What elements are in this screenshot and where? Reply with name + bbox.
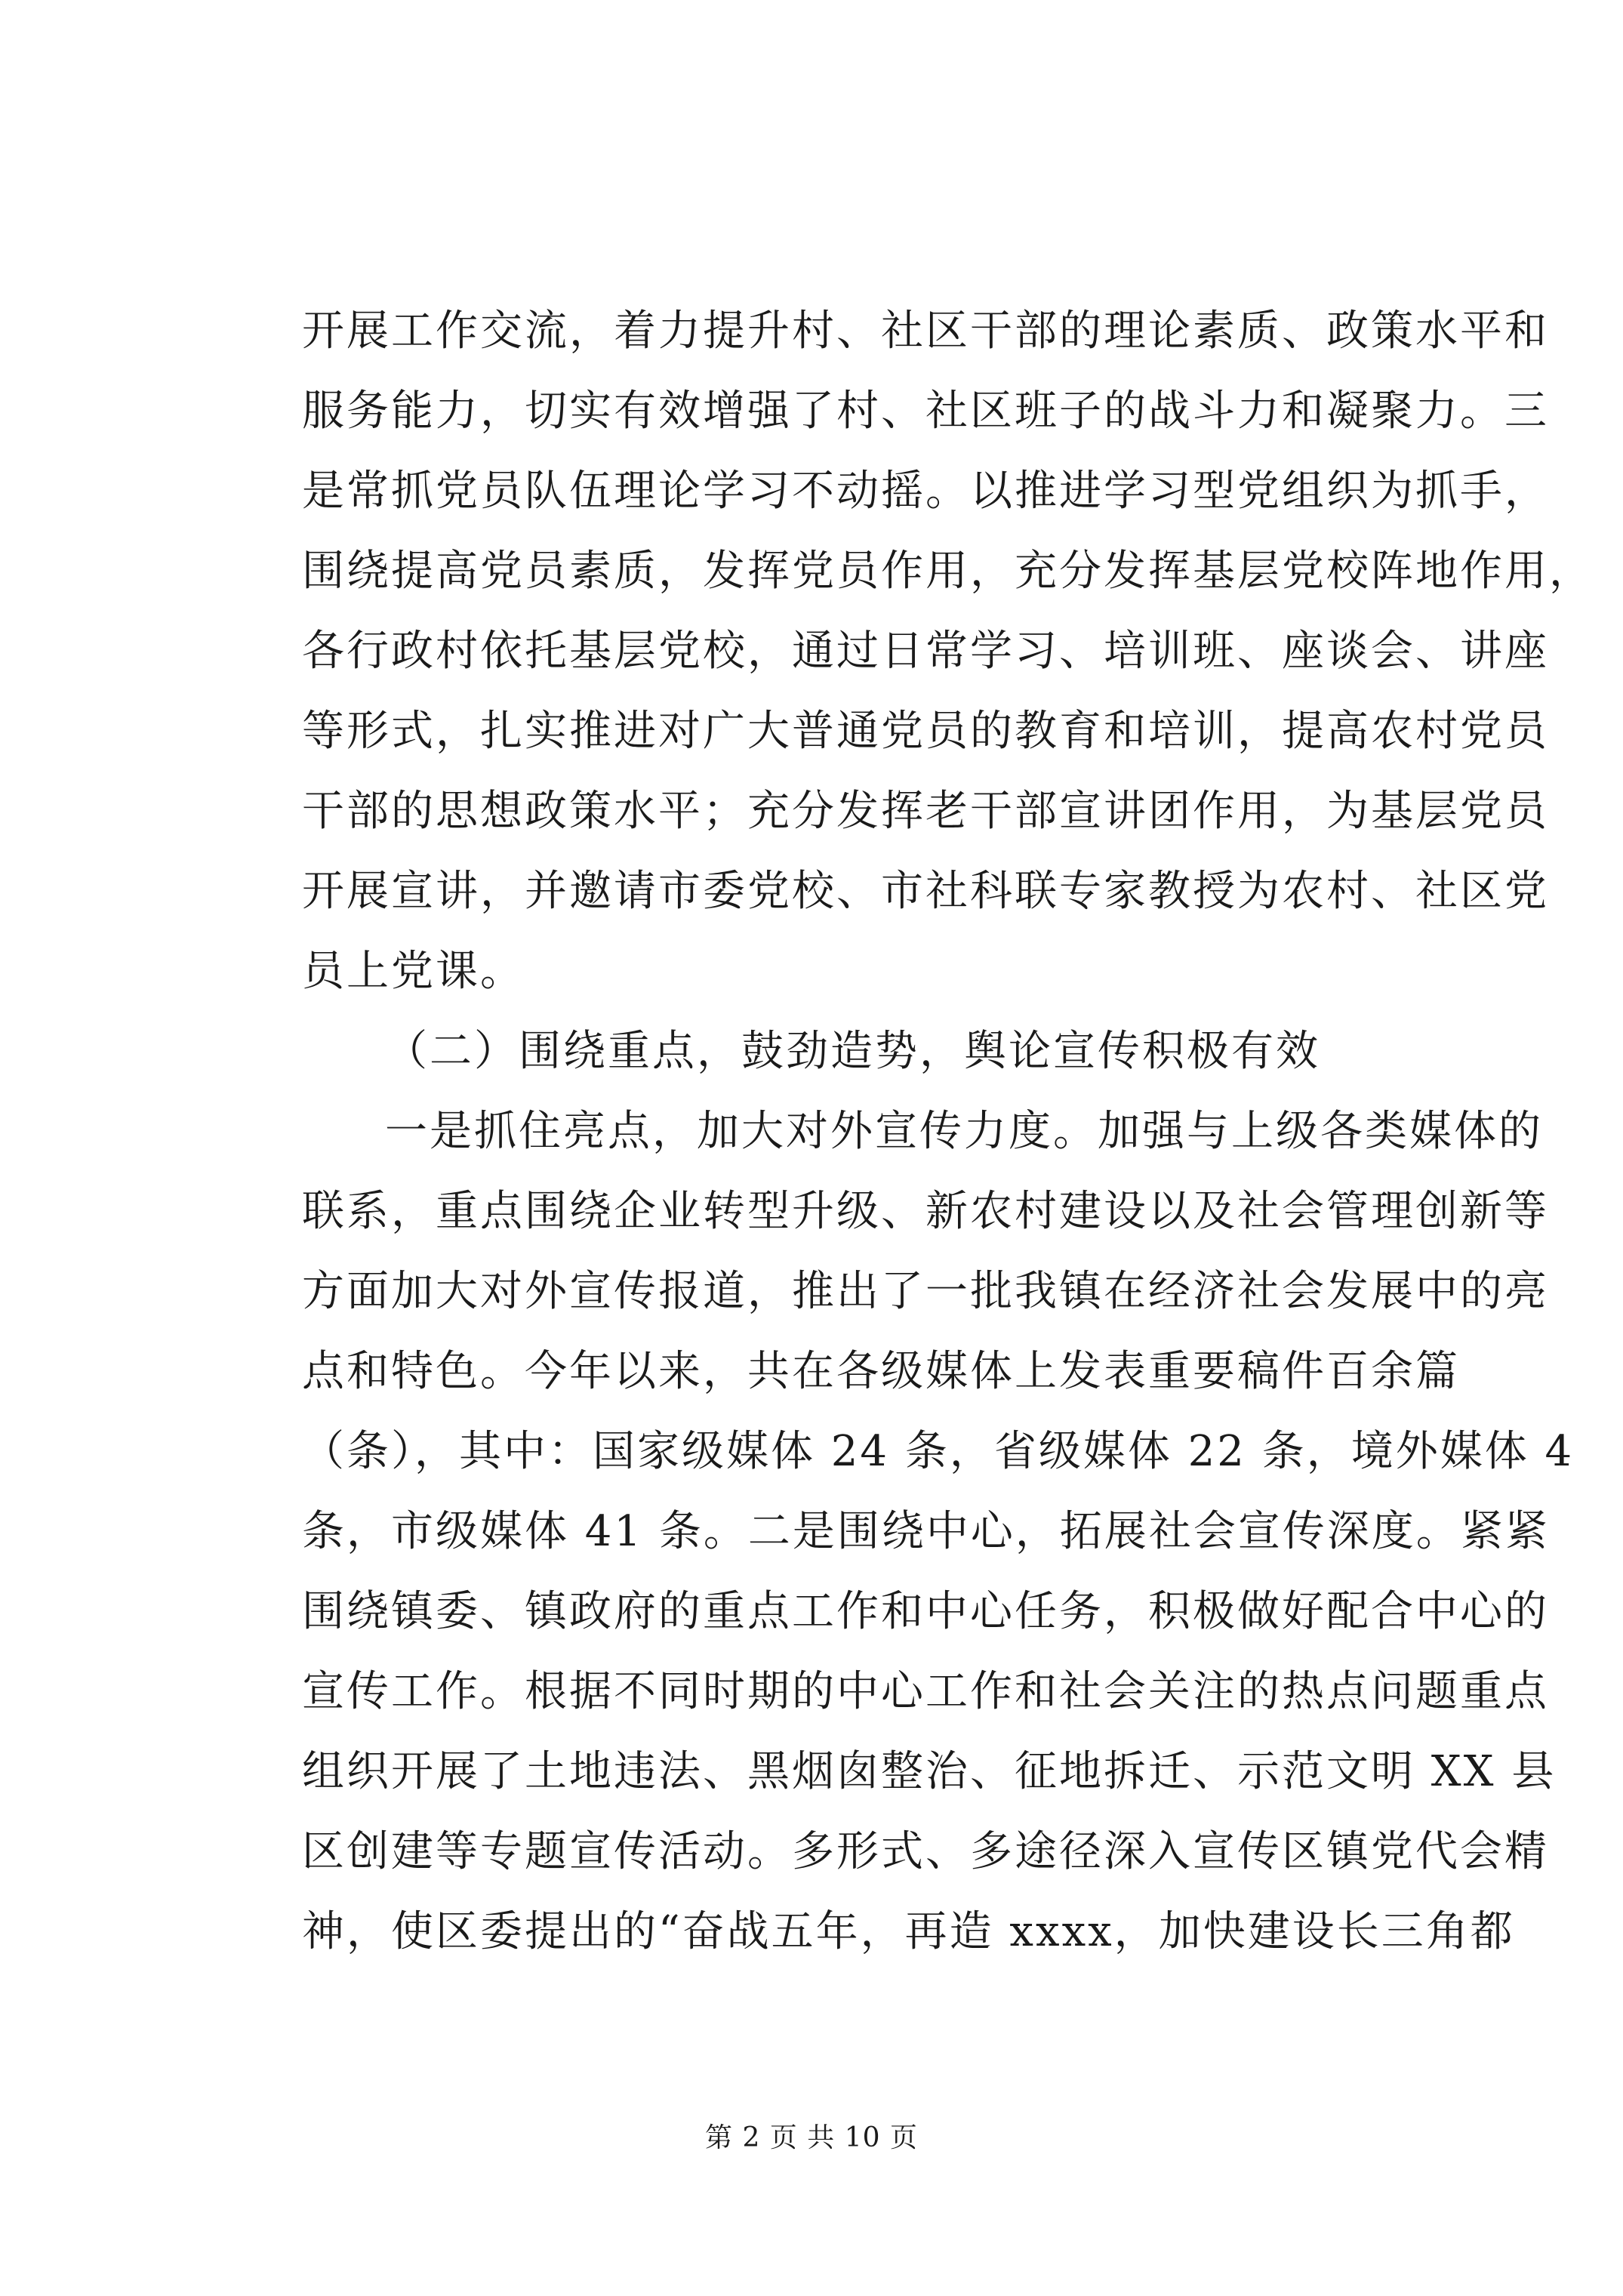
text-line-1: 开展工作交流，着力提升村、社区干部的理论素质、政策水平和 (302, 307, 1549, 356)
text-line-15: （条），其中：国家级媒体 24 条，省级媒体 22 条，境外媒体 4 (302, 1427, 1575, 1476)
text-line-9: 员上党课。 (302, 947, 525, 996)
text-line-11: 一是抓住亮点，加大对外宣传力度。加强与上级各类媒体的 (385, 1107, 1543, 1156)
text-line-8: 开展宣讲，并邀请市委党校、市社科联专家教授为农村、社区党 (302, 867, 1549, 916)
text-line-16: 条，市级媒体 41 条。二是围绕中心，拓展社会宣传深度。紧紧 (302, 1507, 1550, 1556)
text-line-17: 围绕镇委、镇政府的重点工作和中心任务，积极做好配合中心的 (302, 1587, 1549, 1636)
text-line-19: 组织开展了土地违法、黑烟囱整治、征地拆迁、示范文明 XX 县 (302, 1747, 1557, 1796)
section-heading: （二）围绕重点，鼓劲造势，舆论宣传积极有效 (385, 1027, 1320, 1076)
text-line-12: 联系，重点围绕企业转型升级、新农村建设以及社会管理创新等 (302, 1187, 1549, 1236)
text-line-13: 方面加大对外宣传报道，推出了一批我镇在经济社会发展中的亮 (302, 1267, 1549, 1316)
page-number: 第 2 页 共 10 页 (705, 2122, 918, 2153)
text-line-5: 各行政村依托基层党校，通过日常学习、培训班、座谈会、讲座 (302, 627, 1549, 676)
text-line-2: 服务能力，切实有效增强了村、社区班子的战斗力和凝聚力。三 (302, 387, 1549, 436)
page-footer (0, 2122, 1623, 2155)
text-line-21: 神，使区委提出的“奋战五年，再造 xxxx，加快建设长三角都 (302, 1907, 1515, 1956)
text-line-7: 干部的思想政策水平；充分发挥老干部宣讲团作用，为基层党员 (302, 787, 1549, 836)
text-line-18: 宣传工作。根据不同时期的中心工作和社会关注的热点问题重点 (302, 1667, 1549, 1716)
text-line-20: 区创建等专题宣传活动。多形式、多途径深入宣传区镇党代会精 (302, 1827, 1549, 1876)
text-line-14: 点和特色。今年以来，共在各级媒体上发表重要稿件百余篇 (302, 1347, 1460, 1396)
text-line-6: 等形式，扎实推进对广大普通党员的教育和培训，提高农村党员 (302, 707, 1549, 756)
text-line-4: 围绕提高党员素质，发挥党员作用，充分发挥基层党校阵地作用， (302, 547, 1594, 596)
body-text (302, 291, 1594, 1972)
text-line-3: 是常抓党员队伍理论学习不动摇。以推进学习型党组织为抓手， (302, 467, 1549, 516)
